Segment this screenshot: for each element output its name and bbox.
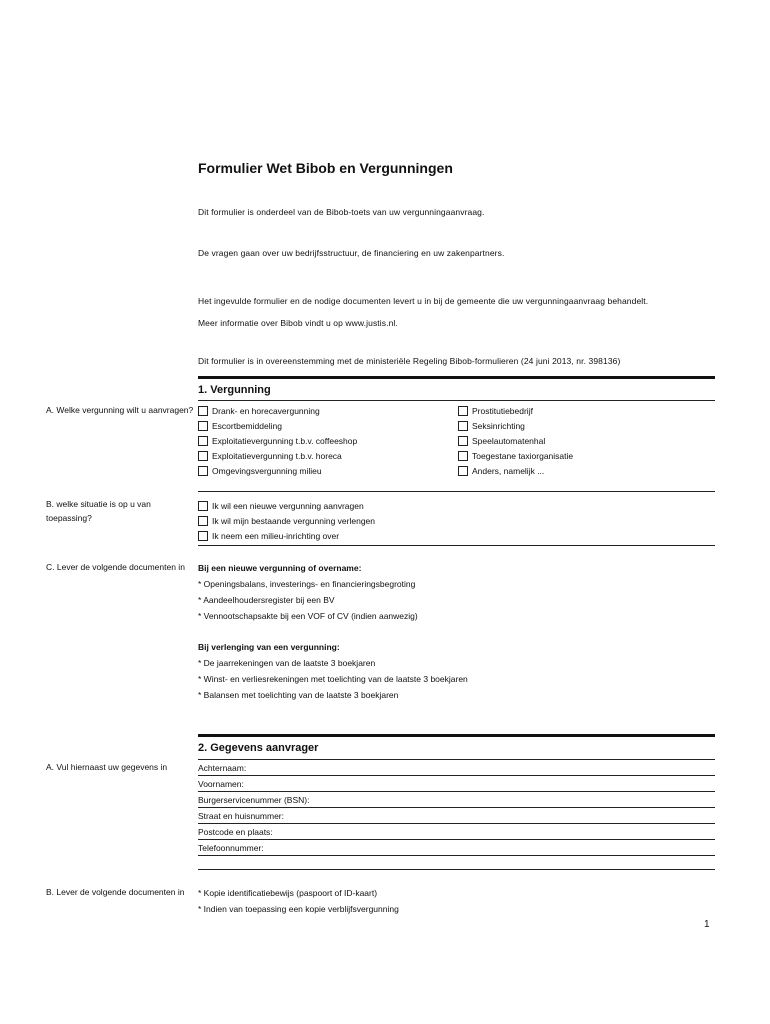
section-divider <box>198 869 715 870</box>
checkbox[interactable] <box>198 406 208 416</box>
new-docs-heading: Bij een nieuwe vergunning of overname: <box>198 563 362 573</box>
list-item: * Kopie identificatiebewijs (paspoort of ID-kaart) <box>198 888 378 898</box>
option-speelautomatenhal[interactable]: Speelautomatenhal <box>458 433 573 448</box>
renew-docs-heading: Bij verlenging van een vergunning: <box>198 642 340 652</box>
option-prostitutiebedrijf[interactable]: Prostitutiebedrijf <box>458 403 573 418</box>
situation-options <box>198 498 375 543</box>
option-verlengen[interactable]: Ik wil mijn bestaande vergunning verlengen <box>198 513 375 528</box>
question-2b: B. Lever de volgende documenten in <box>46 887 185 897</box>
option-drank-horeca[interactable]: Drank- en horecavergunning <box>198 403 357 418</box>
section-1-heading: 1. Vergunning <box>198 384 271 396</box>
checkbox[interactable] <box>458 436 468 446</box>
section-divider <box>198 734 715 737</box>
checkbox[interactable] <box>198 531 208 541</box>
option-nieuwe-vergunning[interactable]: Ik wil een nieuwe vergunning aanvragen <box>198 498 375 513</box>
checkbox[interactable] <box>458 406 468 416</box>
telefoon-field[interactable]: Telefoonnummer: <box>198 840 715 856</box>
checkbox[interactable] <box>458 421 468 431</box>
checkbox[interactable] <box>458 451 468 461</box>
section-2-heading: 2. Gegevens aanvrager <box>198 742 319 754</box>
section-divider <box>198 491 715 492</box>
question-2a: A. Vul hiernaast uw gegevens in <box>46 762 168 772</box>
option-horeca[interactable]: Exploitatievergunning t.b.v. horeca <box>198 448 357 463</box>
checkbox[interactable] <box>458 466 468 476</box>
documents-list <box>198 561 468 704</box>
option-escortbemiddeling[interactable]: Escortbemiddeling <box>198 418 357 433</box>
question-1c: C. Lever de volgende documenten in <box>46 562 185 572</box>
list-item: * Aandeelhoudersregister bij een BV <box>198 595 335 605</box>
option-overnemen[interactable]: Ik neem een milieu-inrichting over <box>198 528 375 543</box>
intro-paragraph-5: Dit formulier is in overeenstemming met de ministeriële Regeling Bibob-formulieren (24 juni 2013, nr. 398136) <box>198 356 621 366</box>
checkbox[interactable] <box>198 516 208 526</box>
vergunning-options-right <box>458 403 573 478</box>
question-1b: B. welke situatie is op u van toepassing? <box>46 499 151 523</box>
section-divider <box>198 376 715 379</box>
list-item: * Openingsbalans, investerings- en financieringsbegroting <box>198 579 416 589</box>
question-1a: A. Welke vergunning wilt u aanvragen? <box>46 405 194 415</box>
page-title: Formulier Wet Bibob en Vergunningen <box>198 160 453 176</box>
list-item: * Balansen met toelichting van de laatste 3 boekjaren <box>198 690 399 700</box>
checkbox[interactable] <box>198 501 208 511</box>
option-taxiorganisatie[interactable]: Toegestane taxiorganisatie <box>458 448 573 463</box>
section-divider <box>198 545 715 546</box>
checkbox[interactable] <box>198 421 208 431</box>
list-item: * Indien van toepassing een kopie verblijfsvergunning <box>198 904 399 914</box>
intro-paragraph-3: Het ingevulde formulier en de nodige documenten levert u in bij de gemeente die uw vergunningaanvraag behandelt. <box>198 296 649 306</box>
straat-field[interactable]: Straat en huisnummer: <box>198 808 715 824</box>
documents-list-2 <box>198 886 399 918</box>
list-item: * De jaarrekeningen van de laatste 3 boekjaren <box>198 658 376 668</box>
list-item: * Vennootschapsakte bij een VOF of CV (indien aanwezig) <box>198 611 418 621</box>
page-number: 1 <box>704 919 710 930</box>
voornamen-field[interactable]: Voornamen: <box>198 776 715 792</box>
checkbox[interactable] <box>198 451 208 461</box>
option-anders[interactable]: Anders, namelijk ... <box>458 463 573 478</box>
option-coffeeshop[interactable]: Exploitatievergunning t.b.v. coffeeshop <box>198 433 357 448</box>
intro-paragraph-4: Meer informatie over Bibob vindt u op www.justis.nl. <box>198 318 398 328</box>
intro-paragraph-1: Dit formulier is onderdeel van de Bibob-toets van uw vergunningaanvraag. <box>198 207 485 217</box>
postcode-field[interactable]: Postcode en plaats: <box>198 824 715 840</box>
bsn-field[interactable]: Burgerservicenummer (BSN): <box>198 792 715 808</box>
vergunning-options-left <box>198 403 357 478</box>
intro-paragraph-2: De vragen gaan over uw bedrijfsstructuur, de financiering en uw zakenpartners. <box>198 248 505 258</box>
achternaam-field[interactable]: Achternaam: <box>198 760 715 776</box>
option-seksinrichting[interactable]: Seksinrichting <box>458 418 573 433</box>
checkbox[interactable] <box>198 436 208 446</box>
option-milieu[interactable]: Omgevingsvergunning milieu <box>198 463 357 478</box>
list-item: * Winst- en verliesrekeningen met toelichting van de laatste 3 boekjaren <box>198 674 468 684</box>
section-divider <box>198 400 715 401</box>
checkbox[interactable] <box>198 466 208 476</box>
